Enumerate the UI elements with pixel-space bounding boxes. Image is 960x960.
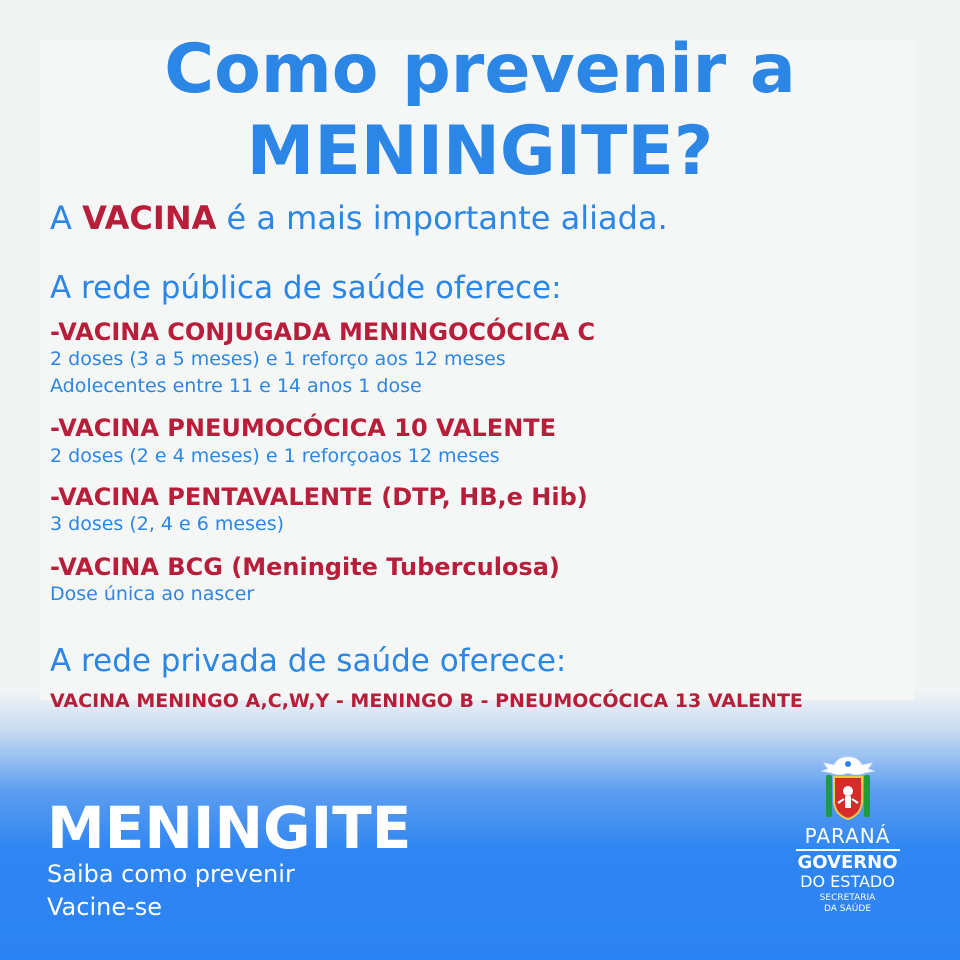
coat-of-arms-icon xyxy=(818,755,878,823)
footer-line-2: Vacine-se xyxy=(47,893,163,921)
vaccine-detail: Adolecentes entre 11 e 14 anos 1 dose xyxy=(50,375,422,397)
vaccine-name: -VACINA BCG (Meningite Tuberculosa) xyxy=(50,553,560,581)
logo-divider xyxy=(796,849,900,851)
vaccine-detail: 3 doses (2, 4 e 6 meses) xyxy=(50,513,285,535)
logo-secretaria: SECRETARIA xyxy=(819,893,876,903)
vaccine-detail: 2 doses (3 a 5 meses) e 1 reforço aos 12 meses xyxy=(50,348,506,370)
logo-da-saude: DA SAÚDE xyxy=(823,904,872,914)
subtitle-highlight: VACINA xyxy=(82,199,217,237)
subtitle xyxy=(50,196,668,240)
subtitle-prefix: A xyxy=(50,199,72,237)
parana-government-logo xyxy=(790,755,905,920)
subtitle-suffix: é a mais importante aliada. xyxy=(226,199,668,237)
footer-title: MENINGITE xyxy=(47,794,412,862)
footer-line-1: Saiba como prevenir xyxy=(47,860,295,888)
vaccine-name: -VACINA PENTAVALENTE (DTP, HB,e Hib) xyxy=(50,483,588,511)
private-heading: A rede privada de saúde oferece: xyxy=(50,643,567,679)
logo-governo: GOVERNO xyxy=(797,852,898,873)
vaccine-detail: Dose única ao nascer xyxy=(50,583,255,605)
title-line-1: Como prevenir a xyxy=(164,30,796,109)
vaccine-name: -VACINA CONJUGADA MENINGOCÓCICA C xyxy=(50,318,596,346)
public-heading: A rede pública de saúde oferece: xyxy=(50,270,562,306)
private-vaccines: VACINA MENINGO A,C,W,Y - MENINGO B - PNEUMOCÓCICA 13 VALENTE xyxy=(50,690,803,712)
title-line-2: MENINGITE? xyxy=(246,112,714,191)
vaccine-detail: 2 doses (2 e 4 meses) e 1 reforçoaos 12 meses xyxy=(50,445,500,467)
logo-do-estado: DO ESTADO xyxy=(800,872,895,891)
vaccine-name: -VACINA PNEUMOCÓCICA 10 VALENTE xyxy=(50,414,557,442)
logo-state: PARANÁ xyxy=(804,824,891,848)
